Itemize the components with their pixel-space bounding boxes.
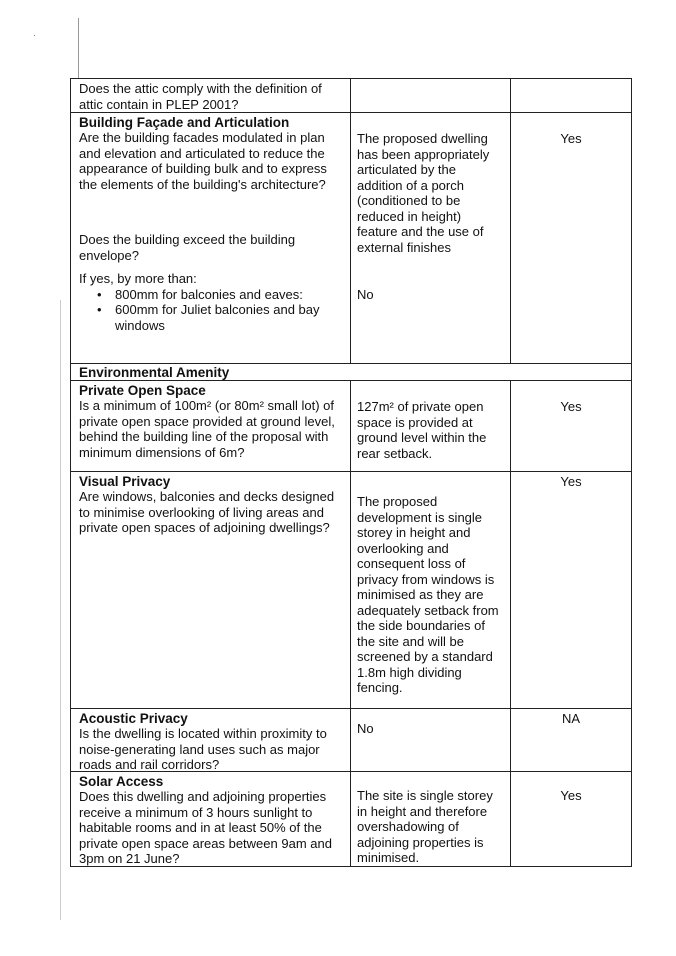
facade-result: Yes (560, 131, 582, 146)
facade-comment-cell (351, 113, 511, 363)
open-space-comment: 127m² of private open space is provided at ground level within the rear setback. (357, 399, 487, 461)
attic-question-cell (71, 79, 351, 112)
solar-comment: The site is single storey in height and therefore overshadowing of adjoining properties is minimised. (357, 788, 493, 865)
acoustic-heading: Acoustic Privacy (79, 711, 188, 726)
visual-privacy-question-cell (71, 472, 351, 708)
visual-privacy-comment: The proposed development is single storey in height and overlooking and consequent loss of privacy from windows is minimised as they are adequately setback from the side boundaries of the site and will be screened by a standard 1.8m high dividing fencing. (357, 494, 499, 695)
table-row-facade (71, 112, 631, 363)
facade-heading: Building Façade and Articulation (79, 115, 290, 130)
list-item: • 800mm for balconies and eaves: (115, 287, 344, 303)
acoustic-question: Is the dwelling is located within proximity to noise-generating land uses such as major roads and rail corridors? (79, 726, 327, 772)
facade-bullet-list (79, 287, 344, 334)
visual-privacy-question: Are windows, balconies and decks designed to minimise overlooking of living areas and private open spaces of adjoining dwellings? (79, 489, 335, 535)
section-row-environmental-amenity (71, 363, 631, 380)
acoustic-result: NA (561, 711, 581, 726)
open-space-result: Yes (560, 399, 582, 414)
acoustic-comment: No (357, 721, 374, 736)
open-space-question-cell (71, 381, 351, 471)
solar-heading: Solar Access (79, 774, 164, 789)
facade-envelope-question: Does the building exceed the building envelope? (79, 232, 296, 263)
facade-comment: The proposed dwelling has been appropriately articulated by the addition of a porch (conditioned to be reduced in height) feature and the use of external finishes (357, 131, 490, 255)
section-heading: Environmental Amenity (79, 365, 230, 380)
solar-result: Yes (560, 788, 582, 803)
table-row-solar-access (71, 771, 631, 866)
acoustic-question-cell (71, 709, 351, 771)
table-row-visual-privacy (71, 471, 631, 708)
attic-question: Does the attic comply with the definition of attic contain in PLEP 2001? (79, 81, 322, 112)
acoustic-result-cell (511, 709, 631, 771)
solar-question: Does this dwelling and adjoining properties receive a minimum of 3 hours sunlight to habitable rooms and in at least 50% of the private open space areas between 9am and 3pm on 21 June? (79, 789, 332, 866)
acoustic-comment-cell (351, 709, 511, 771)
facade-question: Are the building facades modulated in plan and elevation and articulated to reduce the appearance of building bulk and to express the elements of the building's architecture? (79, 130, 327, 192)
facade-result-cell (511, 113, 631, 363)
open-space-result-cell (511, 381, 631, 471)
scan-margin-line (78, 18, 79, 78)
attic-comment-cell (351, 79, 511, 112)
facade-comment-envelope: No (357, 287, 374, 302)
facade-if-yes-label: If yes, by more than: (79, 271, 197, 286)
solar-question-cell (71, 772, 351, 866)
table-row-attic (71, 79, 631, 112)
open-space-question: Is a minimum of 100m² (or 80m² small lot) of private open space provided at ground level, behind the building line of the proposal with minimum dimensions of 6m? (79, 398, 335, 460)
attic-result-cell (511, 79, 631, 112)
facade-question-cell (71, 113, 351, 363)
solar-comment-cell (351, 772, 511, 866)
scan-margin-line (60, 300, 61, 920)
visual-privacy-result: Yes (560, 474, 582, 489)
visual-privacy-result-cell (511, 472, 631, 708)
open-space-heading: Private Open Space (79, 383, 206, 398)
visual-privacy-comment-cell (351, 472, 511, 708)
table-row-acoustic-privacy (71, 708, 631, 771)
open-space-comment-cell (351, 381, 511, 471)
table-row-private-open-space (71, 380, 631, 471)
scan-speck: · (33, 30, 36, 40)
visual-privacy-heading: Visual Privacy (79, 474, 171, 489)
list-item: • 600mm for Juliet balconies and bay windows (115, 302, 344, 333)
solar-result-cell (511, 772, 631, 866)
compliance-table (70, 78, 632, 867)
